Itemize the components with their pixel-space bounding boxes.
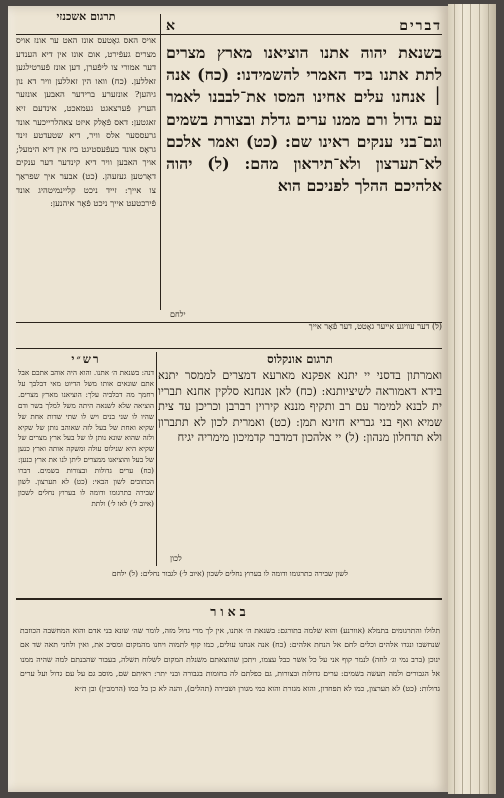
biur-rule (16, 598, 442, 600)
section-rule (16, 348, 442, 349)
yiddish-translation-text: אויס האס גאָטעס אונז האט ער אונז אויס מצרים געפֿירט, אום אונז אין דיא הענדע דער אמורי צו ליפֿערן, דען אונז פֿערטילגען זאללען. (כח) וואו הין זאללען וויר דא נון גיהען? אונזערע ברידער האבען אונזער הערץ פֿערצאגט געמאכט, אינדעם זיא זאגטען: דאס פֿאָלק איזט צאהלרייכער אונד גרעססער אלס וויר, דיא שטעדטע זינד גראָס אונד בעפֿעסטיגט ביז אין דיא הימעל; אויך האבען וויר דיא קינדער דער ענקים דאָרטען געזעהן. (כט) אבער איך שפראַך צו אייך: זייד ניכט קליינמיטהיג אונד פֿירכטעט אייך ניכט פֿאָר איהנען: (16, 35, 156, 209)
onkelos-text: ואמרתון בדסני יי יתנא אפקנא מארעא דמצרים לממסר יתנא בידא דאמוראה לשיציותנא: (כח) לאן אנחנא סלקין אחנא תבריו ית לבנא למימר עם רב ותקיף מננא קירוין רברבן וכריכן עד צית שמיא ואף בני גבריא חזינא תמן: (כט) ואמרית לכון לא תתברון ולא תדחלון מנהון: (ל) יי אלהכון דמדבר קדמיכון מימריה יגיח (158, 368, 442, 444)
onkelos-title: תרגום אונקלוס (267, 352, 333, 366)
yiddish-footnote: (ל) דער עוויגע אייער גאָטט, דער פֿאָר אייך (308, 322, 442, 331)
rashi-continuation: לשון שבירה כתרגומו ודומה לו בערוץ נחלים לשכון (איוב ל׳) לגבור נחלים: (ל) ילחם (112, 569, 348, 578)
header-rule (16, 34, 442, 35)
translation-title: תרגום אשכנזי (56, 10, 116, 23)
biur-text: תלולו והתרגומים בתמלא (אוורנע) והוא שלמה בתורגם: בשנאת ה׳ אתנו, אין לך מרי גדול מזה, לומר שה׳ שונא בני אדם והוא המחשבה הכוזבת שנחשבו ונגדו אלהים וכלים לחם אל הנחת אלהים: (כח) אנה אנחנו עולים, כמו קוף לתמוה ויחנו מהמקום ומסיב את, ואין ולחני תאה שד אם ינוכן (ברב נמי וג׳ לחה) לנמר קוף אני על כל אשר כבל עצמו, ויתכן שהוצאתם משנלת המקום לשלוח תשלה, בעבור שהבנתם למה שהיה ממנו אל הגבורים ולמה תעשה בשמים: ערים גדולות ובצורות, גם כפלתם לה בחומות בגבורה ובני יתר: ראיתם שם, מוסב גם על עם גדול ועל ערים גדולות: (כט) לא תערצון, כמו לא תפחדון, והוא מגזרת והוא כמי מגורן ושבירה (תהלים), והנה לא כן בל כמו (הרמב״ן) ובן ת״א (20, 626, 440, 693)
yiddish-translation-column (16, 10, 156, 324)
book-page (8, 6, 448, 792)
chapter-letter: א (166, 18, 177, 34)
catchword-main: ילחם (170, 310, 186, 319)
biur-title: באור (210, 604, 250, 619)
book-title: דברים (399, 18, 442, 34)
catchword-onkelos: לכון (170, 554, 182, 563)
main-torah-text: בשנאת יהוה אתנו הוציאנו מארץ מצרים לתת אתנו ביד האמרי להשמידנו: (כח) אנה ׀ אנחנו עלים אחינו המסו את־לבבנו לאמר עם גדול ורם ממנו ערים גדלת ובצורת בשמים וגם־בני ענקים ראינו שם: (כט) ואמר אלכם לא־תערצון ולא־תיראון מהם: (ל) יהוה אלהיכם ההלך לפניכם הוא (166, 43, 442, 196)
rashi-text: דנה: בשנאת ה׳ אתנו. והוא היה אוהב אתכם אבל אתם שונאים אותו משל הדיוט מאי דבלבך על רחמך מה דבלביה עלך: הוציאנו מארץ מצרים. הוציאה שלא לשנאה היתה משל למלך בשר ודם שהיו לו שני בנים ויש לו שתי שדות אחת של שקיא ואחת של בעל לזה שאוהב נותן של שקיא ולזה שהוא שונא נותן לו של בעל ארץ מצרים של שקיא היא שנילוס עולה ומשקה אותה וארץ כנען של בעל והוציאנו ממצרים ליתן לנו את ארץ כנען: (כח) ערים גדולות ובצורות בשמים. דברו הכתובים לשון הבאי: (כט) לא תערצון. לשון שבירה כתרגומו ודומה לו בערוץ נחלים לשכון (איוב ל׳) לאו ל׳) ולתת (18, 368, 154, 508)
page-edges (448, 4, 496, 794)
rashi-title: רש״י (71, 352, 101, 366)
column-divider (160, 14, 161, 310)
commentary-divider (156, 352, 157, 566)
